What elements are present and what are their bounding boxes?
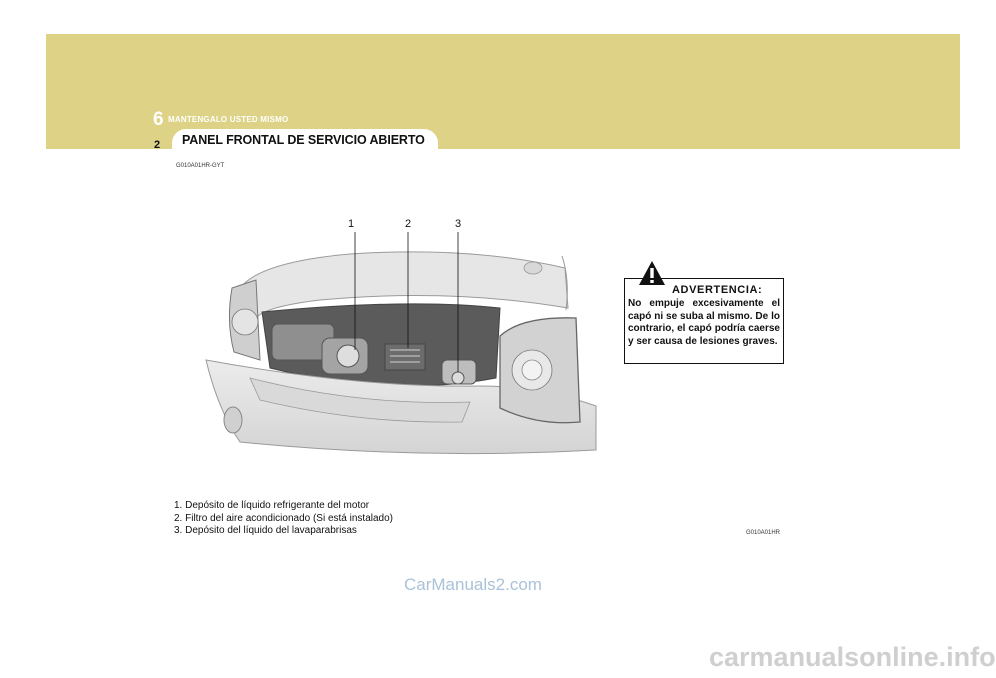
callout-3: 3 [454,218,462,230]
watermark-carmanuals2: CarManuals2.com [404,575,542,594]
legend-item: 2. Filtro del aire acondicionado (Si está instalado) [174,512,394,524]
legend-item: 1. Depósito de líquido refrigerante del motor [174,500,370,511]
warning-text: No empuje excesivamente el capó ni se suba al mismo. De lo contrario, el capó podría caerse y ser causa de lesiones graves. [628,298,780,347]
callout-1: 1 [347,218,355,230]
chapter-title: MANTENGALO USTED MISMO [168,115,289,124]
exclamation-triangle-icon [638,260,666,286]
page-number: 2 [154,139,161,151]
watermark-carmanualsonline: carmanualsonline.info [709,642,996,672]
chapter-number: 6 [153,109,164,130]
section-title: PANEL FRONTAL DE SERVICIO ABIERTO [182,133,425,147]
legend-item: 3. Depósito del líquido del lavaparabrisas [174,525,357,536]
warning-title: ADVERTENCIA: [672,284,763,296]
engine-bay-illustration [200,210,600,465]
figure-code-top: G010A01HR-GYT [176,163,225,169]
parts-legend [174,500,393,538]
figure-code-bottom: G010A01HR [746,530,781,536]
callout-2: 2 [404,218,412,230]
